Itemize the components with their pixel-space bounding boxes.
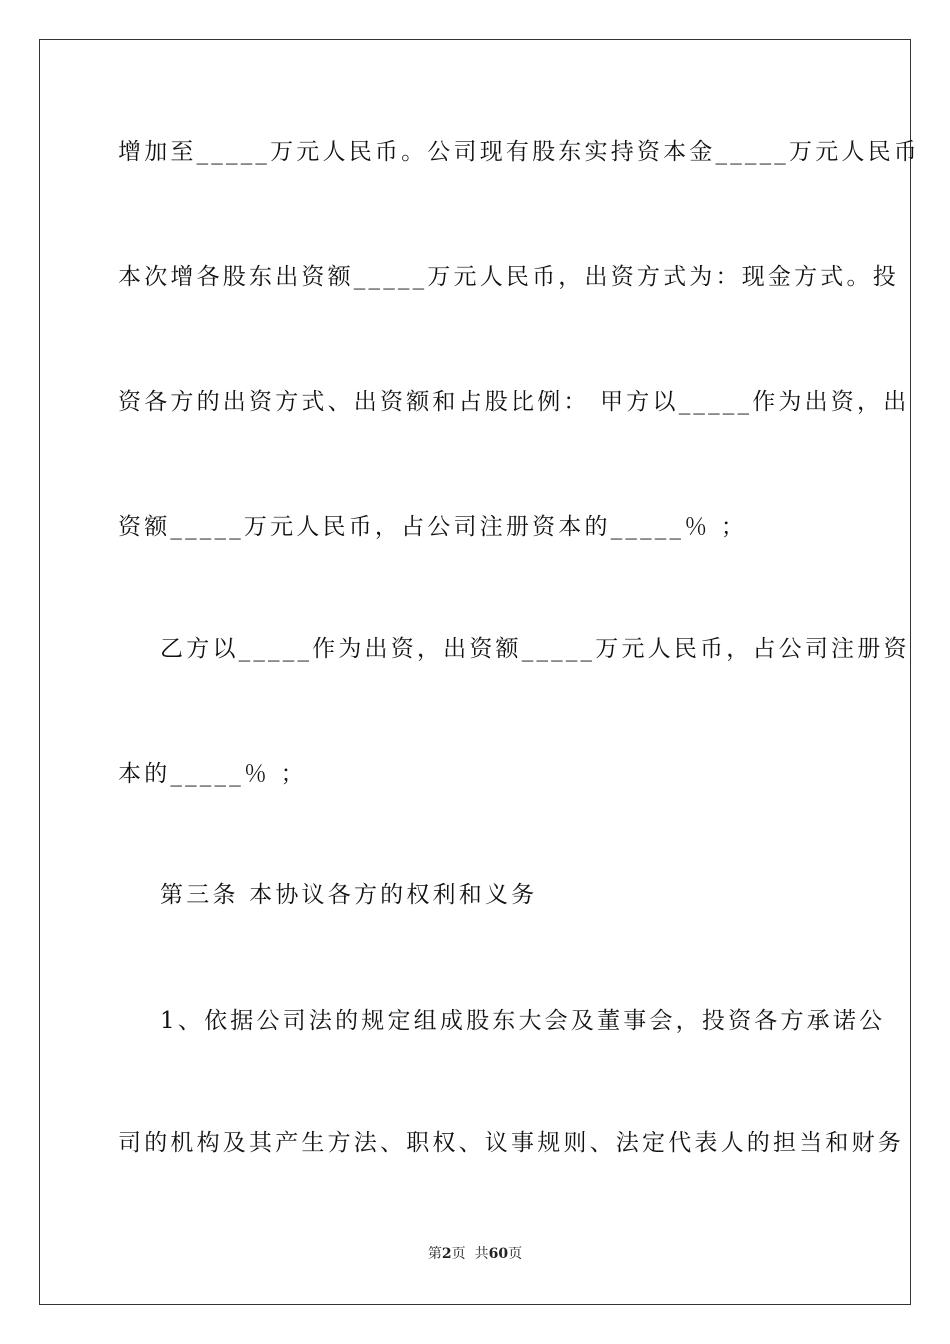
text-line: 司的机构及其产生方法、职权、议事规则、法定代表人的担当和财务	[118, 1130, 904, 1156]
text-line: 本的_____％ ；	[118, 761, 307, 787]
footer-mid: 页 共	[451, 1246, 489, 1262]
text-line: 1、依据公司法的规定组成股东大会及董事会，投资各方承诺公	[118, 1008, 886, 1034]
text-line: 增加至_____万元人民币。公司现有股东实持资本金_____万元人民币	[118, 139, 920, 165]
footer-prefix: 第	[427, 1246, 442, 1262]
page-border	[39, 39, 911, 1305]
text-line: 本次增各股东出资额_____万元人民币，出资方式为：现金方式。投	[118, 264, 899, 290]
footer-suffix: 页	[508, 1246, 523, 1262]
total-page-count: 60	[488, 1246, 509, 1262]
text-line: 乙方以_____作为出资，出资额_____万元人民币，占公司注册资	[118, 636, 910, 662]
page-footer	[0, 1245, 950, 1263]
text-line: 资各方的出资方式、出资额和占股比例： 甲方以_____作为出资，出	[118, 389, 910, 415]
text-line: 资额_____万元人民币，占公司注册资本的_____％ ；	[118, 514, 748, 540]
current-page-number: 2	[441, 1246, 452, 1262]
section-heading: 第三条 本协议各方的权利和义务	[118, 882, 538, 908]
